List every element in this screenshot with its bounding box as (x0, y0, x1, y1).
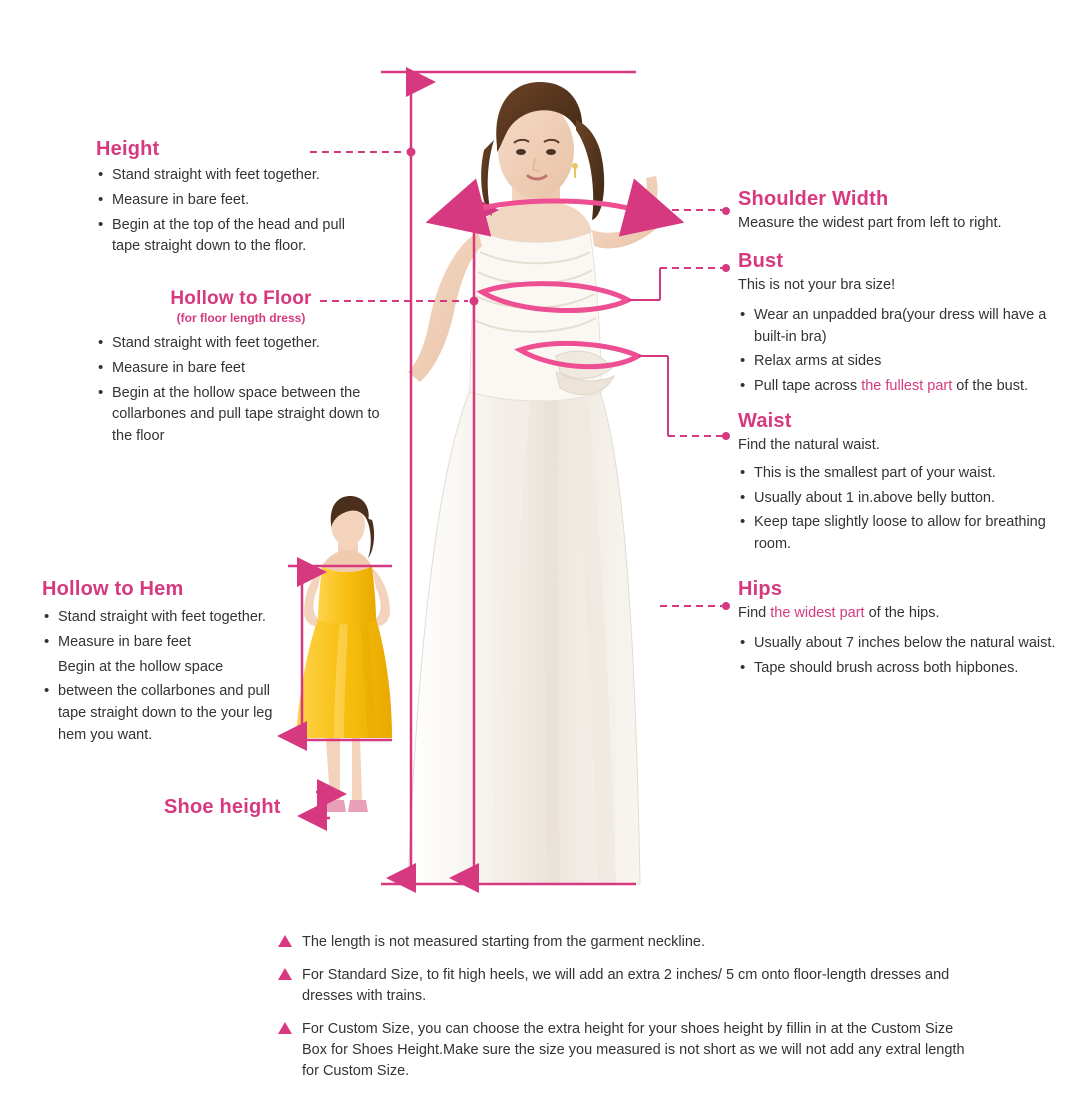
section-bust-bullets (738, 305, 1058, 398)
section-shoulder-width-title: Shoulder Width (738, 188, 889, 210)
section-shoe-height-title: Shoe height (164, 796, 281, 818)
section-shoe-height (164, 796, 281, 819)
note-row (278, 1019, 978, 1082)
list-item: • Stand straight with feet together. (96, 165, 376, 187)
list-item: • Measure in bare feet (96, 358, 386, 380)
hips-lead-pre: Find (738, 605, 771, 621)
note-row (278, 932, 978, 953)
section-waist (738, 410, 1058, 559)
hips-lead-post: of the hips. (864, 605, 940, 621)
note-row (278, 965, 978, 1007)
section-height-bullets (96, 165, 376, 258)
hips-lead-highlight: the widest part (770, 605, 865, 621)
section-hollow-to-hem-title: Hollow to Hem (42, 578, 184, 600)
section-hips-lead (738, 603, 1058, 625)
note-text: For Custom Size, you can choose the extra height for your shoes height by fillin in at the Custom Size Box for Shoes Height.Make sure the size you measured is not short as we will not add any extral length for Custom Size. (302, 1021, 965, 1080)
list-item: Begin at the hollow space (58, 658, 224, 675)
section-hips-bullets (738, 633, 1058, 680)
list-item: • Stand straight with feet together. (96, 333, 386, 355)
section-shoulder-width (738, 188, 1058, 235)
note-text: The length is not measured starting from the garment neckline. (302, 934, 705, 950)
section-hips-title: Hips (738, 578, 783, 600)
footer-notes (278, 932, 978, 1094)
list-item: • Begin at the hollow space between the collarbones and pull tape straight down to the floor (96, 383, 386, 448)
section-hollow-to-floor (96, 288, 386, 451)
bust-last-post: of the bust. (952, 378, 1029, 394)
list-item: • Usually about 1 in.above belly button. (738, 488, 1058, 510)
warning-triangle-icon (278, 1022, 292, 1034)
list-item: • Tape should brush across both hipbones. (738, 658, 1058, 680)
list-item: • Stand straight with feet together. (42, 607, 284, 629)
section-waist-title: Waist (738, 410, 792, 432)
section-height-title: Height (96, 138, 160, 160)
section-height (96, 138, 376, 261)
warning-triangle-icon (278, 935, 292, 947)
section-waist-bullets (738, 463, 1058, 556)
list-item: • Measure in bare feet (42, 632, 284, 654)
list-item: • Relax arms at sides (738, 351, 1058, 373)
warning-triangle-icon (278, 968, 292, 980)
section-shoulder-width-lead: Measure the widest part from left to right. (738, 215, 1002, 231)
bust-last-pre: Pull tape across (754, 378, 862, 394)
section-hollow-to-hem-bullets (42, 607, 284, 747)
list-item: • between the collarbones and pull tape straight down to the your leg hem you want. (42, 681, 284, 746)
note-text: For Standard Size, to fit high heels, we will add an extra 2 inches/ 5 cm onto floor-length dresses and dresses with trains. (302, 967, 950, 1005)
list-item-bust-fullest (738, 376, 1058, 398)
section-hollow-to-floor-title: Hollow to Floor (170, 288, 312, 309)
section-waist-lead: Find the natural waist. (738, 437, 880, 453)
section-hollow-to-floor-bullets (96, 333, 386, 448)
section-bust (738, 250, 1058, 401)
bust-last-highlight: the fullest part (861, 378, 953, 394)
section-hollow-to-hem (42, 578, 284, 750)
list-item: • Measure in bare feet. (96, 190, 376, 212)
list-item: • Usually about 7 inches below the natural waist. (738, 633, 1058, 655)
list-item: • Begin at the top of the head and pull tape straight down to the floor. (96, 215, 376, 259)
section-hollow-to-floor-subtitle: (for floor length dress) (176, 311, 306, 325)
list-item: • Keep tape slightly loose to allow for breathing room. (738, 512, 1058, 556)
list-item: • Wear an unpadded bra(your dress will have a built-in bra) (738, 305, 1058, 349)
section-bust-lead: This is not your bra size! (738, 277, 896, 293)
list-item: • This is the smallest part of your waist. (738, 463, 1058, 485)
section-hips (738, 578, 1058, 682)
section-bust-title: Bust (738, 250, 784, 272)
